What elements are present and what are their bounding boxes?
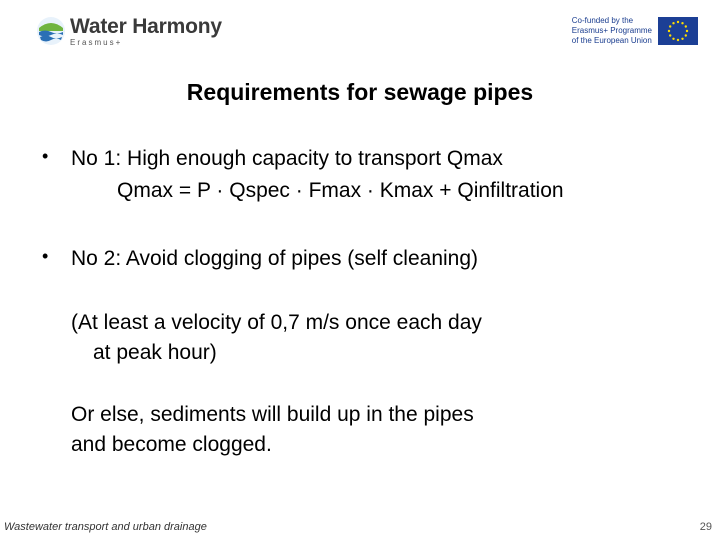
bullet-marker-2: • xyxy=(42,246,49,266)
footer-course-title: Wastewater transport and urban drainage xyxy=(4,521,207,533)
eu-text-line-2: Erasmus+ Programme xyxy=(571,26,652,35)
page-number: 29 xyxy=(699,521,712,533)
bullet-1-text: No 1: High enough capacity to transport Qmax xyxy=(71,147,503,170)
eu-text-line-1: Co-funded by the xyxy=(571,16,634,25)
logo-title: Water Harmony xyxy=(70,14,222,38)
bullet-2-text: No 2: Avoid clogging of pipes (self cleaning) xyxy=(71,247,479,270)
sediment-note-line-1: Or else, sediments will build up in the pipes xyxy=(71,403,474,426)
eu-cofunding-logo xyxy=(572,16,698,46)
water-harmony-logo-icon xyxy=(36,16,66,46)
eu-flag-icon xyxy=(658,17,698,45)
velocity-note-line-1: (At least a velocity of 0,7 m/s once each day xyxy=(71,311,482,334)
eu-text-line-3: of the European Union xyxy=(571,36,652,45)
sediment-note-line-2: and become clogged. xyxy=(71,433,272,456)
logo-subtitle: Erasmus+ xyxy=(70,37,123,47)
bullet-marker-1: • xyxy=(42,146,49,166)
velocity-note-line-2: at peak hour) xyxy=(93,341,217,364)
water-harmony-logo xyxy=(36,14,222,48)
slide-title: Requirements for sewage pipes xyxy=(186,79,534,105)
eu-cofunding-text xyxy=(572,16,652,46)
capacity-formula: Qmax = P · Qspec · Fmax · Kmax + Qinfiltration xyxy=(117,179,564,202)
